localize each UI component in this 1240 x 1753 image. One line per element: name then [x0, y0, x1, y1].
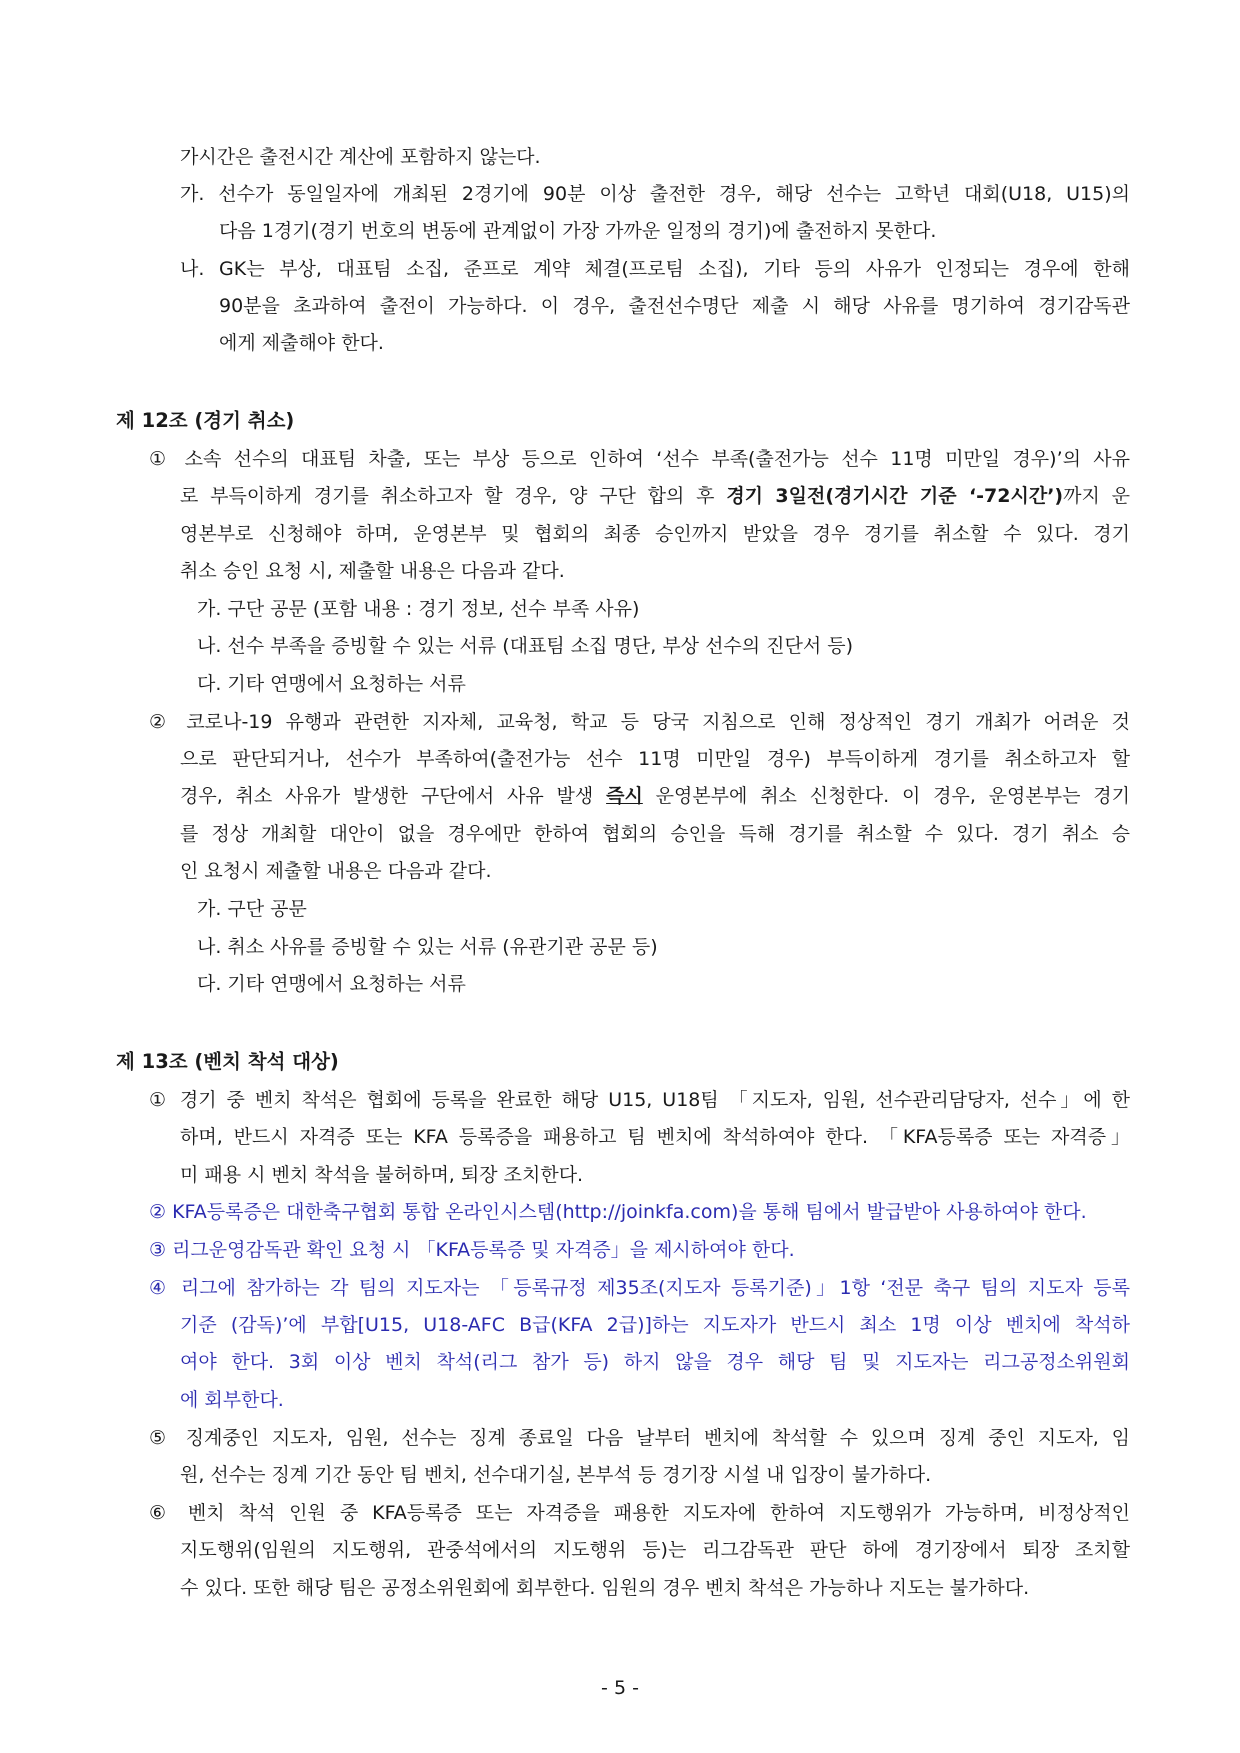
- article-12-para-2-line: 으로 판단되거나, 선수가 부족하여(출전가능 선수 11명 미만일 경우) 부득이하게 경기를 취소하고자 할: [180, 748, 1130, 770]
- article-12-para-1: ① 소속 선수의 대표팀 차출, 또는 부상 등으로 인하여 ‘선수 부족(출전가능 선수 11명 미만일 경우)’의 사유: [149, 448, 1130, 470]
- article-12-para-2: ② 코로나-19 유행과 관련한 지자체, 교육청, 학교 등 당국 지침으로 인해 정상적인 경기 개최가 어려운 것: [149, 711, 1130, 733]
- page-number: - 5 -: [601, 1677, 639, 1699]
- article-12-para-2-line: 경우, 취소 사유가 발생한 구단에서 사유 발생 즉시 운영본부에 취소 신청한다. 이 경우, 운영본부는 경기: [180, 785, 1130, 807]
- article-13-para-4-line: 에 회부한다.: [180, 1389, 284, 1411]
- article-13-para-2: ② KFA등록증은 대한축구협회 통합 온라인시스템(http://joinkfa.com)을 통해 팀에서 발급받아 사용하여야 한다.: [149, 1201, 1087, 1223]
- article-12-para-2-line: 를 정상 개최할 대안이 없을 경우에만 한하여 협회의 승인을 득해 경기를 취소할 수 있다. 경기 취소 승: [180, 823, 1130, 845]
- article-13-para-5-line: 원, 선수는 징계 기간 동안 팀 벤치, 선수대기실, 본부석 등 경기장 시설 내 입장이 불가하다.: [180, 1464, 932, 1486]
- article-13-title: 제 13조 (벤치 착석 대상): [116, 1050, 339, 1073]
- article-12-sub-da: 다. 기타 연맹에서 요청하는 서류: [197, 673, 466, 695]
- article-13-para-3: ③ 리그운영감독관 확인 요청 시 「KFA등록증 및 자격증」을 제시하여야 한다.: [149, 1239, 795, 1261]
- article-13-para-6-line: 수 있다. 또한 해당 팀은 공정소위원회에 회부한다. 임원의 경우 벤치 착석은 가능하나 지도는 불가하다.: [180, 1577, 1030, 1599]
- article-12-para-2-line: 인 요청시 제출할 내용은 다음과 같다.: [180, 860, 492, 882]
- article-12-sub-na: 나. 선수 부족을 증빙할 수 있는 서류 (대표팀 소집 명단, 부상 선수의 진단서 등): [197, 635, 854, 657]
- article-12-sub-da: 다. 기타 연맹에서 요청하는 서류: [197, 973, 466, 995]
- article-12-para-1-line: 취소 승인 요청 시, 제출할 내용은 다음과 같다.: [180, 560, 565, 582]
- article-13-para-1-line: 하며, 반드시 자격증 또는 KFA 등록증을 패용하고 팀 벤치에 착석하여야 한다. 「KFA등록증 또는 자격증」: [180, 1126, 1130, 1148]
- intro-line: 가시간은 출전시간 계산에 포함하지 않는다.: [180, 146, 541, 168]
- immediately-emphasis: 즉시: [606, 785, 643, 807]
- article-12-para-1-line: 영본부로 신청해야 하며, 운영본부 및 협회의 최종 승인까지 받았을 경우 경기를 취소할 수 있다. 경기: [180, 523, 1130, 545]
- deadline-emphasis: 경기 3일전(경기시간 기준 ‘-72시간’): [726, 485, 1064, 507]
- article-13-para-4-line: 기준 (감독)’에 부합[U15, U18-AFC B급(KFA 2급)]하는 지도자가 반드시 최소 1명 이상 벤치에 착석하: [180, 1314, 1130, 1336]
- article-13-para-1: ① 경기 중 벤치 착석은 협회에 등록을 완료한 해당 U15, U18팀 「지도자, 임원, 선수관리담당자, 선수」에 한: [149, 1089, 1130, 1111]
- article-13-para-6-line: 지도행위(임원의 지도행위, 관중석에서의 지도행위 등)는 리그감독관 판단 하에 경기장에서 퇴장 조치할: [180, 1539, 1130, 1561]
- article-13-para-4-line: 여야 한다. 3회 이상 벤치 착석(리그 참가 등) 하지 않을 경우 해당 팀 및 지도자는 리그공정소위원회: [180, 1351, 1130, 1373]
- intro-item-ga-cont: 다음 1경기(경기 번호의 변동에 관계없이 가장 가까운 일정의 경기)에 출전하지 못한다.: [219, 220, 937, 242]
- intro-item-na: 나. GK는 부상, 대표팀 소집, 준프로 계약 체결(프로팀 소집), 기타 등의 사유가 인정되는 경우에 한해: [180, 258, 1130, 280]
- article-13-para-6: ⑥ 벤치 착석 인원 중 KFA등록증 또는 자격증을 패용한 지도자에 한하여 지도행위가 가능하며, 비정상적인: [149, 1502, 1130, 1524]
- intro-item-na-cont: 에게 제출해야 한다.: [219, 332, 384, 354]
- article-12-title: 제 12조 (경기 취소): [116, 409, 295, 432]
- article-13-para-5: ⑤ 징계중인 지도자, 임원, 선수는 징계 종료일 다음 날부터 벤치에 착석할 수 있으며 징계 중인 지도자, 임: [149, 1427, 1130, 1449]
- article-12-para-1-line: 로 부득이하게 경기를 취소하고자 할 경우, 양 구단 합의 후 경기 3일전(경기시간 기준 ‘-72시간’)까지 운: [180, 485, 1130, 507]
- article-12-sub-ga: 가. 구단 공문 (포함 내용 : 경기 정보, 선수 부족 사유): [197, 598, 640, 620]
- article-13-para-1-line: 미 패용 시 벤치 착석을 불허하며, 퇴장 조치한다.: [180, 1164, 584, 1186]
- article-12-sub-ga: 가. 구단 공문: [197, 898, 307, 920]
- article-13-para-4: ④ 리그에 참가하는 각 팀의 지도자는 「등록규정 제35조(지도자 등록기준)」1항 ‘전문 축구 팀의 지도자 등록: [149, 1277, 1130, 1299]
- intro-item-na-cont: 90분을 초과하여 출전이 가능하다. 이 경우, 출전선수명단 제출 시 해당 사유를 명기하여 경기감독관: [219, 295, 1130, 317]
- article-12-sub-na: 나. 취소 사유를 증빙할 수 있는 서류 (유관기관 공문 등): [197, 936, 658, 958]
- intro-item-ga: 가. 선수가 동일일자에 개최된 2경기에 90분 이상 출전한 경우, 해당 선수는 고학년 대회(U18, U15)의: [180, 183, 1130, 205]
